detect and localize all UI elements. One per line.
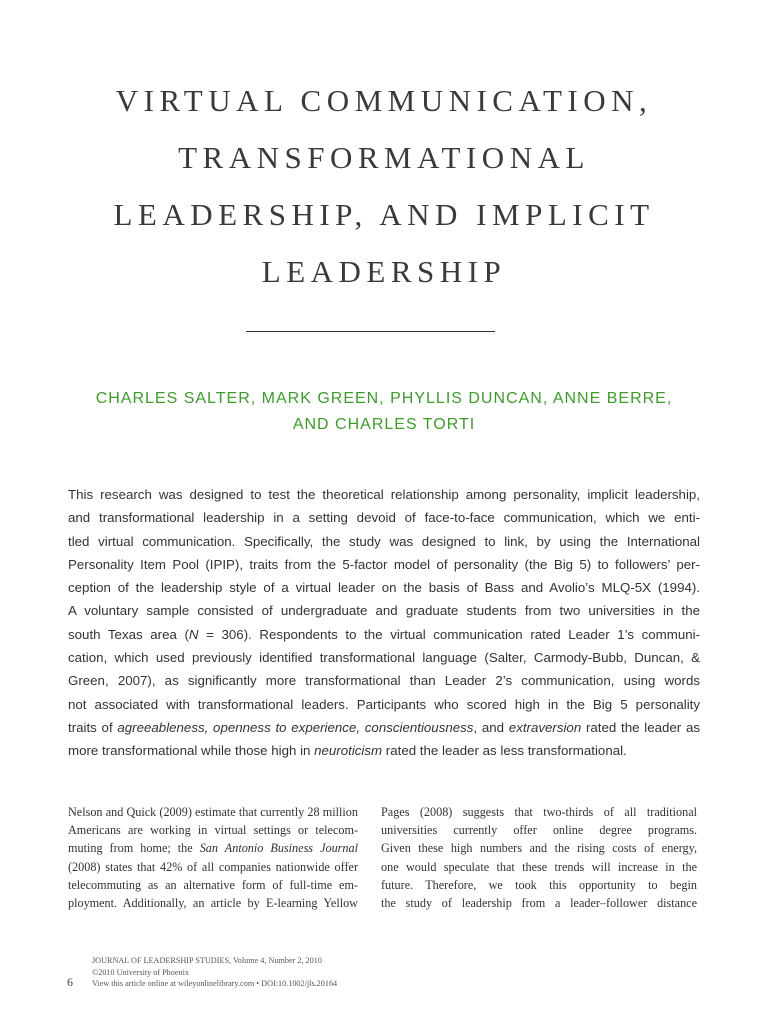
abstract [68, 483, 700, 763]
body-line: Given these high numbers and the rising costs of energy, [381, 841, 697, 856]
abstract-text: south Texas area ( [68, 626, 189, 642]
abstract-line: ception of the leadership style of a virtual leader on the basis of Bass and Avolio’s MLQ-5X (1994). [68, 580, 700, 596]
body-line: one would speculate that these trends will increase in the [381, 859, 697, 874]
body-text: muting from home; the [68, 841, 200, 856]
body-line: Americans are working in virtual settings or telecom- [68, 823, 358, 838]
body-line: telecommuting as an alternative form of full-time em- [68, 877, 358, 892]
abstract-line: and transformational leadership in a setting devoid of face-to-face communication, which we enti- [68, 510, 700, 526]
body-line: future. Therefore, we took this opportunity to begin [381, 877, 697, 892]
body-line: (2008) states that 42% of all companies nationwide offer [68, 859, 358, 874]
title-divider [246, 331, 495, 332]
journal-footer [92, 955, 512, 990]
abstract-line: Green, 2007), as significantly more transformational than Leader 2’s communication, using words [68, 673, 700, 689]
abstract-text: rated the leader as [581, 719, 700, 735]
abstract-line: tled virtual communication. Specifically, the study was designed to link, by using the International [68, 533, 700, 549]
author-list [40, 386, 728, 438]
abstract-line: A voluntary sample consisted of undergraduate and graduate students from two universities in the [68, 603, 700, 619]
title-line: VIRTUAL COMMUNICATION, [115, 83, 653, 118]
abstract-text: rated the leader as less transformational. [382, 743, 627, 759]
abstract-line: Personality Item Pool (IPIP), traits from the 5-factor model of personality (the Big 5) to followers’ per- [68, 556, 700, 572]
abstract-line: This research was designed to test the theoretical relationship among personality, implicit leadership, [68, 487, 700, 502]
abstract-italic: neuroticism [314, 743, 383, 759]
abstract-line: cation, which used previously identified transformational language (Salter, Carmody-Bubb, Duncan, & [68, 650, 700, 666]
abstract-line [68, 623, 700, 646]
abstract-line [68, 716, 700, 739]
abstract-text: , and [473, 719, 509, 735]
body-line: universities currently offer online degree programs. [381, 823, 697, 838]
body-column-left [68, 803, 358, 912]
footer-journal: JOURNAL OF LEADERSHIP STUDIES, Volume 4, Number 2, 2010 [92, 956, 322, 965]
publication-name: San Antonio Business Journal [199, 841, 358, 856]
abstract-italic: extraversion [508, 719, 582, 735]
footer-copyright: ©2010 University of Phoenix [92, 967, 189, 977]
body-column-right [381, 803, 697, 912]
title-line: TRANSFORMATIONAL [178, 140, 590, 175]
body-line: Pages (2008) suggests that two-thirds of all traditional [381, 805, 697, 819]
body-line: ployment. Additionally, an article by E-learning Yellow [68, 896, 358, 911]
abstract-line [68, 739, 700, 762]
body-line: the study of leadership from a leader–follower distance [381, 896, 697, 911]
author-line: AND CHARLES TORTI [292, 416, 476, 433]
abstract-text: traits of [68, 719, 118, 735]
page-number: 6 [67, 975, 73, 989]
article-title [40, 72, 728, 300]
footer-online-link[interactable]: View this article online at wileyonlinelibrary.com • DOI:10.1002/jls.20164 [92, 979, 338, 988]
body-line [68, 839, 358, 857]
body-line: Nelson and Quick (2009) estimate that currently 28 million [68, 805, 358, 819]
title-line: LEADERSHIP, AND IMPLICIT [113, 197, 655, 232]
title-line: LEADERSHIP [261, 254, 507, 289]
sample-size-symbol: N [188, 626, 199, 642]
abstract-text: = 306). Respondents to the virtual communication rated Leader 1’s communi- [198, 626, 700, 642]
abstract-text: more transformational while those high in [68, 743, 315, 759]
abstract-line: not associated with transformational leaders. Participants who scored high in the Big 5 personality [68, 696, 700, 712]
author-line: CHARLES SALTER, MARK GREEN, PHYLLIS DUNCAN, ANNE BERRE, [95, 390, 673, 407]
abstract-italic: agreeableness, openness to experience, conscientiousness [117, 719, 474, 735]
